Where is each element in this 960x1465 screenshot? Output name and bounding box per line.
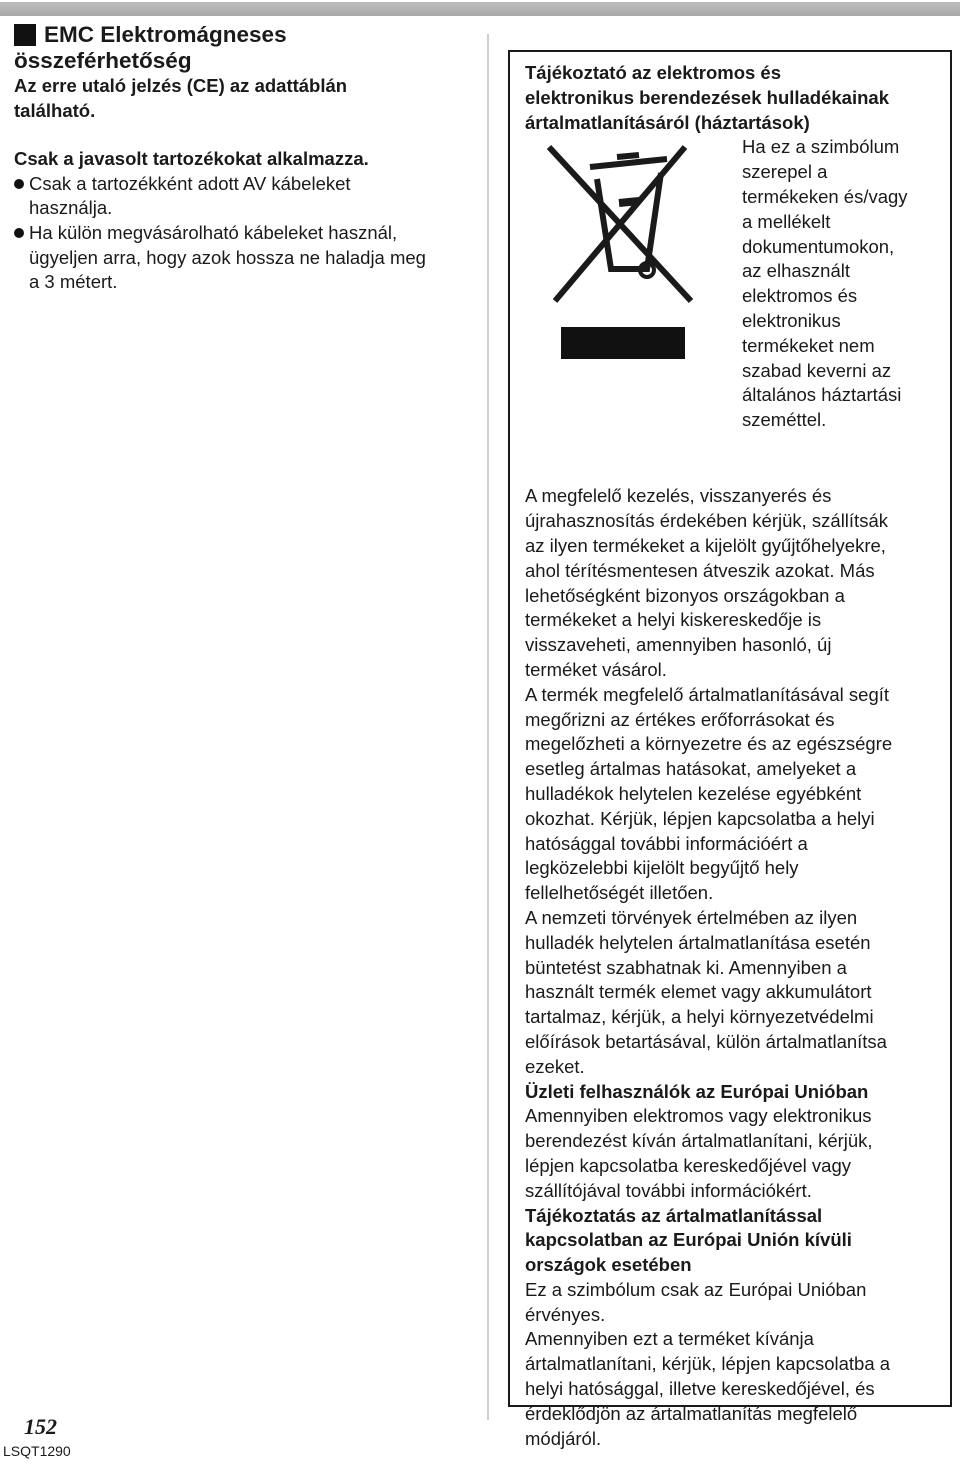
body-line: Amennyiben elektromos vagy elektronikus xyxy=(525,1105,872,1127)
bullet-item xyxy=(14,172,474,221)
body-line: A termék megfelelő ártalmatlanításával segít xyxy=(525,683,890,705)
heading-line-1: EMC Elektromágneses xyxy=(44,22,287,47)
bullet-line: a 3 métert. xyxy=(29,271,118,293)
body-line: ahol térítésmentesen átveszik azokat. Más xyxy=(525,559,875,581)
body-line: módjáról. xyxy=(525,1427,602,1449)
body-line: előírások betartásával, külön ártalmatlanítsa xyxy=(525,1030,887,1052)
body-line: ezeket. xyxy=(525,1055,585,1077)
intro-line: szabad keverni az xyxy=(742,359,892,381)
body-line: berendezést kíván ártalmatlanítani, kérjük, xyxy=(525,1130,873,1152)
body-line: használt termék elemet vagy akkumulátort xyxy=(525,981,872,1003)
top-header-bar xyxy=(0,2,960,16)
body-line: esetleg ártalmas hatásokat, amelyeket a xyxy=(525,758,857,780)
disposal-info-content xyxy=(525,61,940,1451)
left-column xyxy=(14,22,474,295)
crossed-out-wheelie-bin-icon xyxy=(545,141,695,361)
intro-line: szeméttel. xyxy=(742,409,827,431)
intro-line: Ha ez a szimbólum xyxy=(742,136,900,158)
disposal-body-text xyxy=(525,484,940,1451)
symbol-intro-text xyxy=(742,135,942,433)
body-line: büntetést szabhatnak ki. Amennyiben a xyxy=(525,956,847,978)
intro-line: általános háztartási xyxy=(742,384,902,406)
intro-line: elektronikus xyxy=(742,309,841,331)
symbol-intro xyxy=(525,135,940,484)
heading-line-2: összeférhetőség xyxy=(14,48,192,73)
document-code: LSQT1290 xyxy=(3,1443,71,1459)
disposal-title-line: Tájékoztató az elektromos és xyxy=(525,62,782,83)
body-line: hulladék helytelen ártalmatlanítása esetén xyxy=(525,931,871,953)
body-line: lehetőségként bizonyos országokban a xyxy=(525,584,845,606)
body-line: érvényes. xyxy=(525,1303,606,1325)
intro-line: az elhasznált xyxy=(742,260,850,282)
subheading-line: kapcsolatban az Európai Unión kívüli xyxy=(525,1229,852,1251)
body-line: okozhat. Kérjük, lépjen kapcsolatba a helyi xyxy=(525,807,875,829)
section-marker-square-icon xyxy=(14,24,36,46)
intro-line: a mellékelt xyxy=(742,210,831,232)
bullet-line: használja. xyxy=(29,197,113,219)
intro-line: termékeket nem xyxy=(742,334,875,356)
intro-line: termékeken és/vagy xyxy=(742,185,908,207)
body-line: hatósággal további információért a xyxy=(525,832,808,854)
bullet-line: ügyeljen arra, hogy azok hossza ne haladja meg xyxy=(29,246,426,268)
body-line: termékeket a helyi kiskereskedője is xyxy=(525,609,822,631)
bullet-dot-icon xyxy=(14,228,24,238)
body-line: érdeklődjön az ártalmatlanítás megfelelő xyxy=(525,1402,858,1424)
body-line: helyi hatósággal, illetve kereskedőjével, és xyxy=(525,1378,875,1400)
body-line: lépjen kapcsolatba kereskedőjével vagy xyxy=(525,1154,852,1176)
bullet-dot-icon xyxy=(14,179,24,189)
bullet-line: Ha külön megvásárolható kábeleket használ, xyxy=(29,221,398,243)
section-heading xyxy=(14,22,474,48)
body-line: terméket vásárol. xyxy=(525,658,667,680)
disposal-title-line: ártalmatlanításáról (háztartások) xyxy=(525,111,810,133)
body-line: szállítójával további információkért. xyxy=(525,1179,812,1201)
subheading-line: országok esetében xyxy=(525,1254,692,1276)
body-line: legközelebbi kijelölt begyűjtő hely xyxy=(525,857,799,879)
intro-line: szerepel a xyxy=(742,161,828,183)
body-line: az ilyen termékeket a kijelölt gyűjtőhelyekre, xyxy=(525,534,886,556)
body-line: A megfelelő kezelés, visszanyerés és xyxy=(525,485,832,507)
body-line: újrahasznosítás érdekében kérjük, szállítsák xyxy=(525,510,888,532)
body-line: tartalmaz, kérjük, a helyi környezetvédelmi xyxy=(525,1006,874,1028)
disposal-title-line: elektronikus berendezések hulladékainak xyxy=(525,86,889,108)
page-number: 152 xyxy=(24,1414,57,1439)
body-line: megelőzheti a környezetre és az egészségre xyxy=(525,733,893,755)
ce-note-line-1: Az erre utaló jelzés (CE) az adattáblán xyxy=(14,75,348,96)
body-line: A nemzeti törvények értelmében az ilyen xyxy=(525,906,858,928)
bullet-item xyxy=(14,221,474,295)
body-line: Amennyiben ezt a terméket kívánja xyxy=(525,1328,814,1350)
column-divider xyxy=(487,34,489,1420)
accessories-title: Csak a javasolt tartozékokat alkalmazza. xyxy=(14,148,369,170)
body-line: fellelhetőségét illetően. xyxy=(525,882,714,904)
body-line: ártalmatlanítani, kérjük, lépjen kapcsolatba a xyxy=(525,1353,891,1375)
intro-line: elektromos és xyxy=(742,285,858,307)
subheading-line: Üzleti felhasználók az Európai Unióban xyxy=(525,1080,869,1102)
ce-note-line-2: található. xyxy=(14,99,96,121)
subheading-line: Tájékoztatás az ártalmatlanítással xyxy=(525,1204,823,1226)
intro-line: dokumentumokon, xyxy=(742,235,895,257)
body-line: visszaveheti, amennyiben hasonló, új xyxy=(525,634,832,656)
body-line: hulladékok helytelen kezelése egyébként xyxy=(525,782,862,804)
body-line: megőrizni az értékes erőforrásokat és xyxy=(525,708,835,730)
bullet-line: Csak a tartozékként adott AV kábeleket xyxy=(29,172,351,194)
body-line: Ez a szimbólum csak az Európai Unióban xyxy=(525,1278,867,1300)
